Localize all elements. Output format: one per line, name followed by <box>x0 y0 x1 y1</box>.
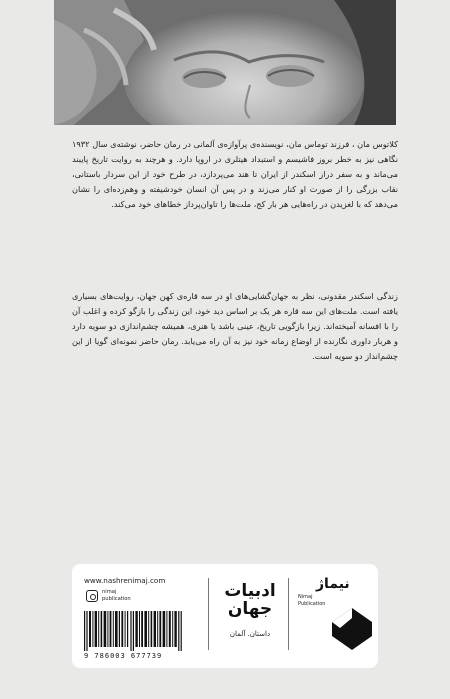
publisher-name: نیماژ <box>316 576 350 592</box>
publisher-website[interactable]: www.nashrenimaj.com <box>84 576 166 585</box>
instagram-handle-line1: nimaj <box>102 589 117 595</box>
publisher-latin-line1: Nimaj <box>298 594 313 600</box>
nimaj-logo-icon <box>328 606 374 652</box>
isbn-barcode <box>84 611 182 651</box>
series-title: ادبیات جهان <box>224 581 276 619</box>
description-paragraph-2: زندگی اسکندر مقدونی، نظر به جهان‌گشایی‌های او در سه قاره‌ی کهن جهان، روایت‌های بسیاری یافته است. ملت‌های این سه قاره هر یک بر اساس دید خود، این زندگی را بازگو کرده و اغلب آن را با افسانه آمیخته‌اند. زیرا بازگویی تاریخ، عینی باشد یا هنری، همیشه چشم‌اندازی دو سویه دارد و هربار داوری نگارنده از اوضاع زمانه خود نیز به آن راه می‌یابد. رمان حاضر نمونه‌ای گویا از این چشم‌انداز دو سویه است. <box>72 291 398 361</box>
description-paragraph-1: کلاتوس مان ، فرزند توماس مان، نویسنده‌ی پرآوازه‌ی آلمانی در رمان حاضر، نوشته‌ی سال ۱۹۳۲ نگاهی نیز به خطر بروز فاشیسم و استبداد هیتلری در اروپا دارد. و هرچند به روایت تاریخ پایبند می‌ماند و به سفر دراز اسکندر از ایران تا هند می‌پردازد، در طرح خود از این سردار باستانی، نقاب بزرگی را از صورت او کنار می‌زند و در پس آن انسان خودشیفته و وهم‌زده‌ای را نشان می‌دهد که با لغزیدن در راه‌هایی هر بار کج، ملت‌ها را تاوان‌پرداز خطاهای خود می‌کند. <box>72 139 398 209</box>
instagram-handle <box>102 589 131 602</box>
instagram-handle-line2: publication <box>102 595 131 602</box>
instagram-icon <box>86 590 98 602</box>
divider <box>208 578 209 650</box>
isbn-digits: 9 786003 677739 <box>84 652 163 660</box>
publisher-latin-name <box>298 594 325 607</box>
publisher-latin-line2: Publication <box>298 600 326 607</box>
publisher-band <box>72 564 378 668</box>
statue-photo <box>54 0 396 125</box>
series-subtitle: داستان. آلمان <box>229 630 271 638</box>
divider <box>288 578 289 650</box>
